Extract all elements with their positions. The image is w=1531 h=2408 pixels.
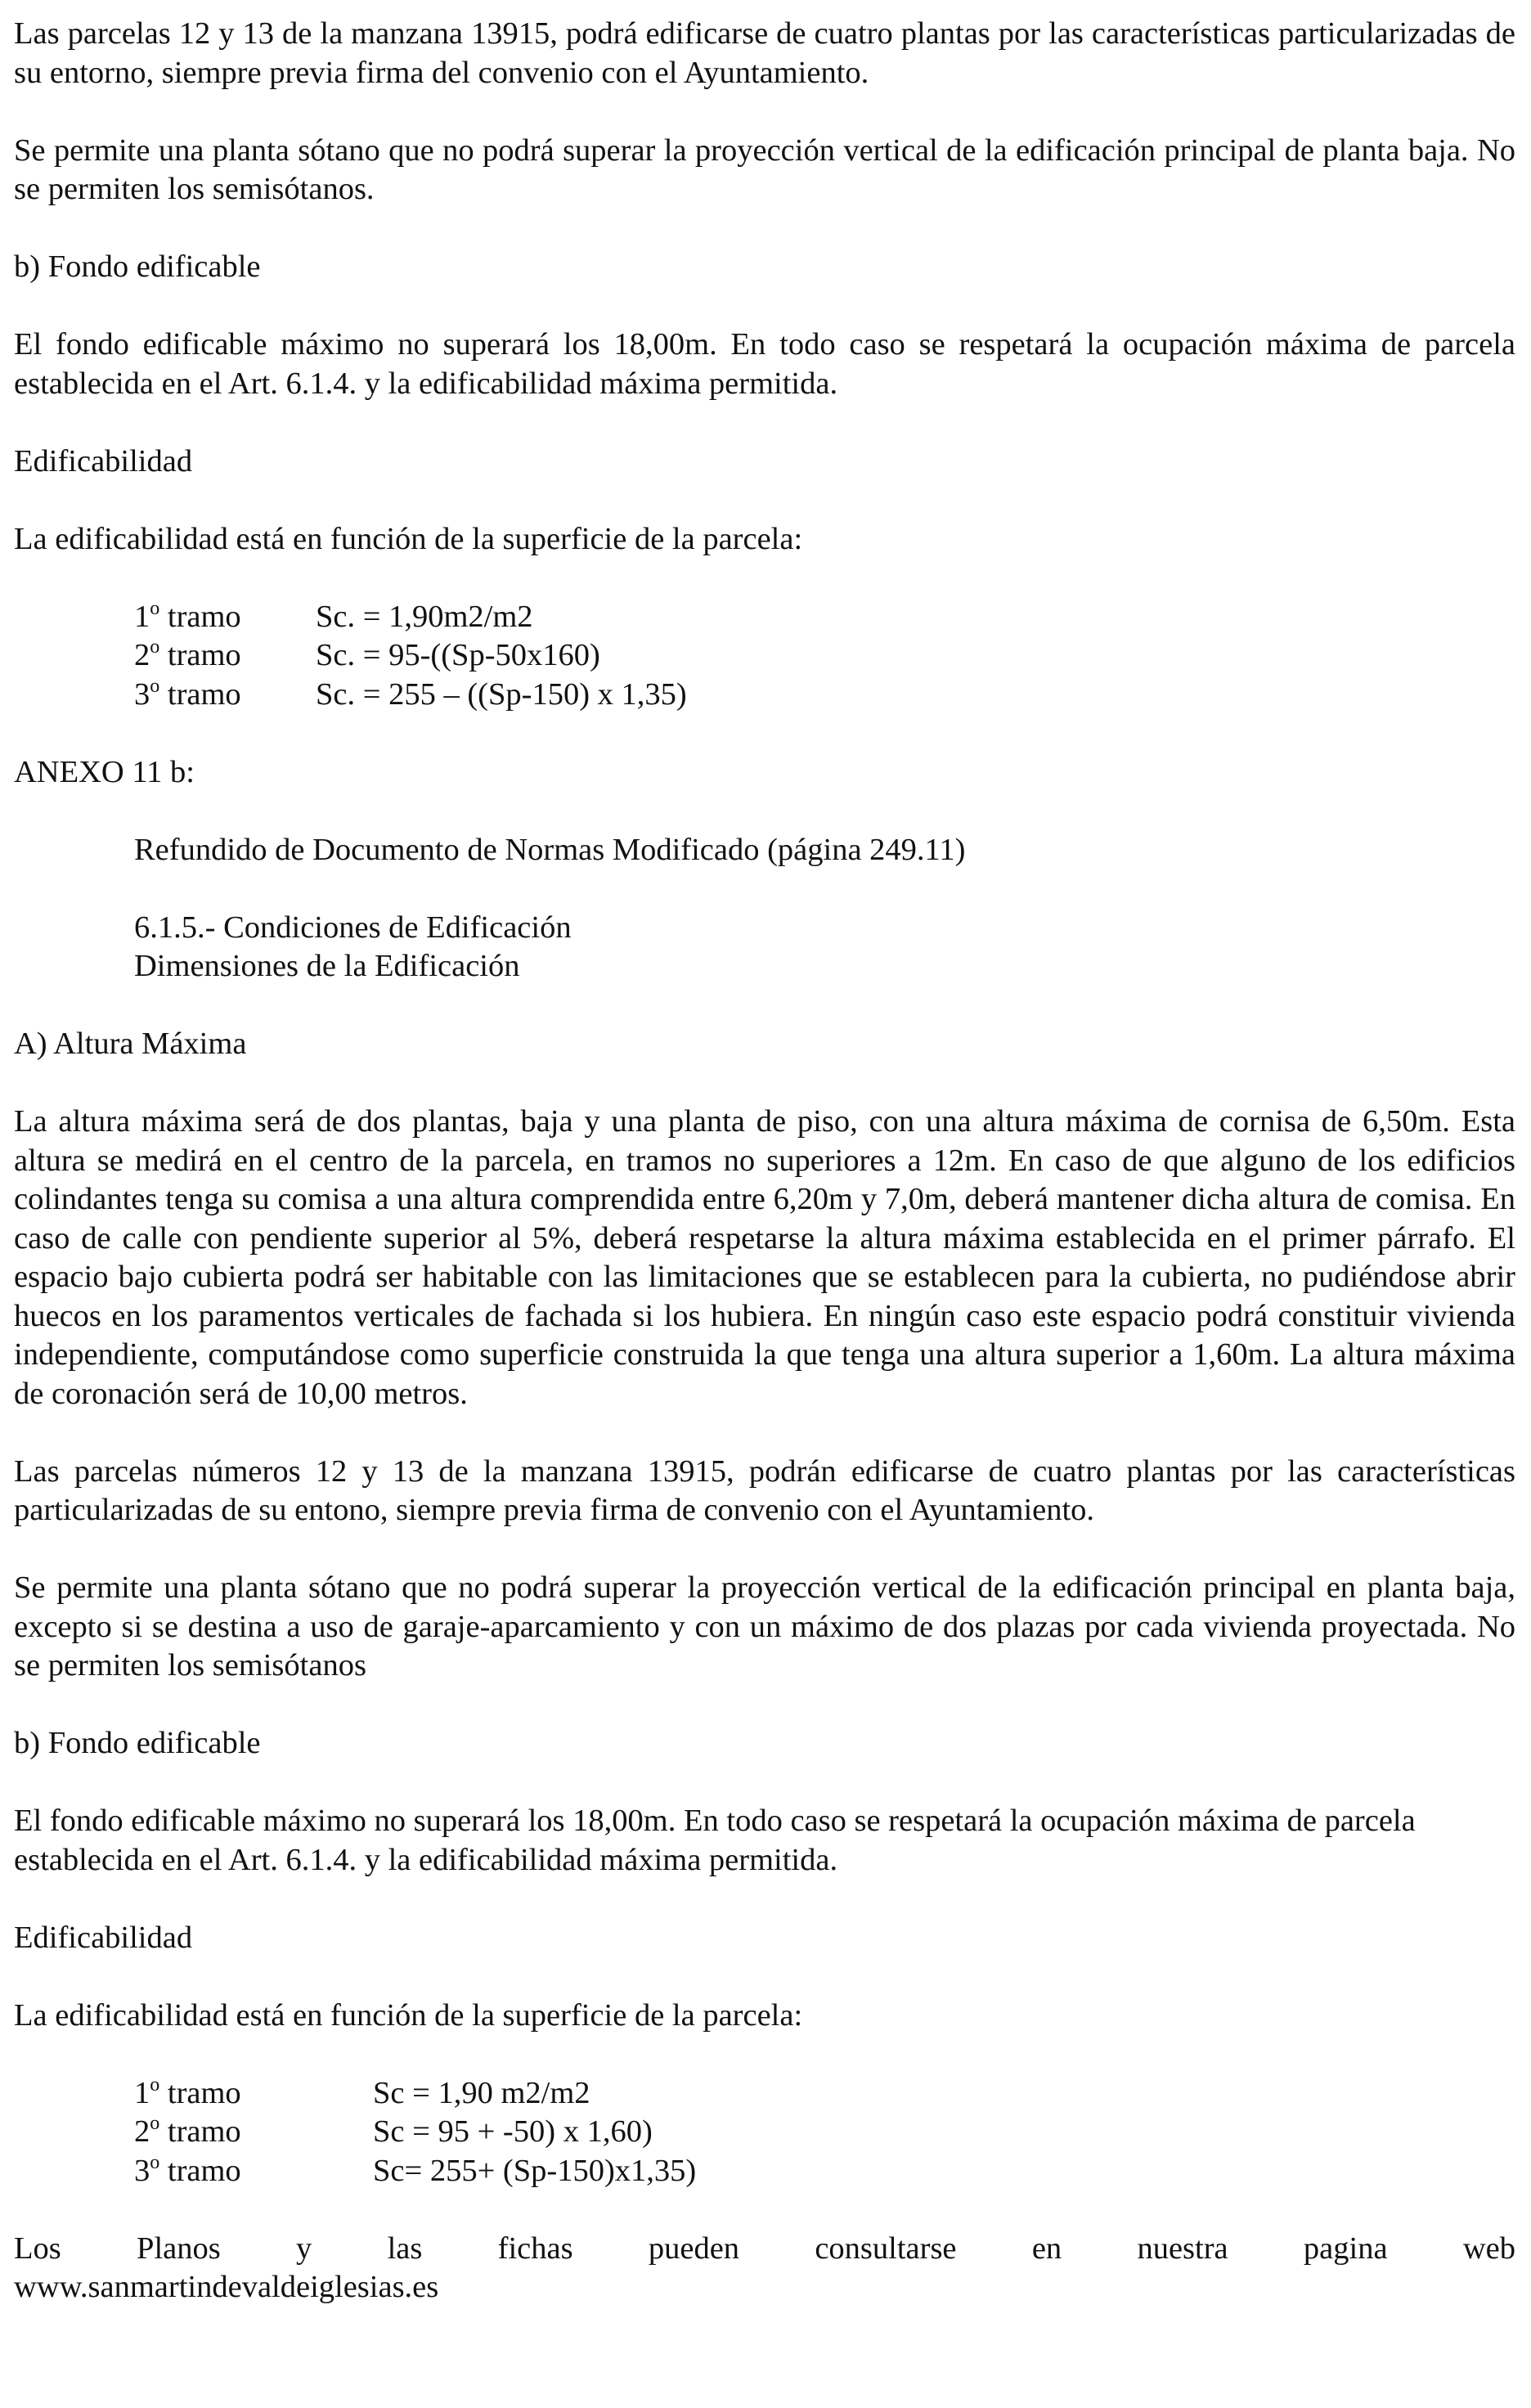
conditions-title: 6.1.5.- Condiciones de Edificación [134, 910, 572, 945]
document-page [14, 15, 1515, 2307]
paragraph: Las parcelas números 12 y 13 de la manzana 13915, podrán edificarse de cuatro plantas por las características particularizadas de su entono, siempre previa firma de convenio con el Ayuntamiento. [14, 1453, 1515, 1527]
annex-heading: ANEXO 11 b: [14, 754, 195, 789]
tramo-row [134, 636, 687, 676]
tramo-row [134, 2152, 696, 2191]
section-heading: b) Fondo edificable [14, 1726, 261, 1760]
section-heading: Edificabilidad [14, 1920, 193, 1955]
section-heading: Edificabilidad [14, 443, 193, 478]
tramo-formula: Sc. = 1,90m2/m2 [316, 599, 533, 634]
paragraph: Las parcelas 12 y 13 de la manzana 13915, podrá edificarse de cuatro plantas por las características particularizadas de su entorno, siempre previa firma del convenio con el Ayuntamiento. [14, 16, 1515, 90]
paragraph: Se permite una planta sótano que no podrá superar la proyección vertical de la edificación principal de planta baja. No se permiten los semisótanos. [14, 133, 1515, 206]
tramo-formula: Sc = 1,90 m2/m2 [373, 2075, 590, 2110]
paragraph: El fondo edificable máximo no superará los 18,00m. En todo caso se respetará la ocupación máxima de parcela establecida en el Art. 6.1.4. y la edificabilidad máxima permitida. [14, 327, 1515, 401]
tramo-formula: Sc. = 95-((Sp-50x160) [316, 638, 600, 672]
tramo-row [134, 676, 687, 715]
tramo-label: 3$^o$ tramo [134, 675, 241, 712]
tramo-label: 1$^o$ tramo [134, 597, 241, 634]
tramo-label: 2$^o$ tramo [134, 2113, 241, 2149]
tramo-formula: Sc = 95 + -50) x 1,60) [373, 2114, 653, 2149]
tramo-row [134, 598, 687, 637]
paragraph: La edificabilidad está en función de la superficie de la parcela: [14, 1997, 803, 2033]
tramo-row [134, 2113, 696, 2152]
refundido-line: Refundido de Documento de Normas Modificado (página 249.11) [134, 832, 966, 867]
tramos-table [134, 2074, 696, 2191]
tramo-formula: Sc. = 255 – ((Sp-150) x 1,35) [316, 676, 687, 712]
paragraph: La altura máxima será de dos plantas, baja y una planta de piso, con una altura máxima de cornisa de 6,50m. Esta altura se medirá en el centro de la parcela, en tramos no superiores a 12m. En caso de que alguno de los edificios colindantes tenga su comisa a una altura comprendida entre 6,20m y 7,0m, deberá mantener dicha altura de comisa. En caso de calle con pendiente superior al 5%, deberá respetarse la altura máxima establecida en el primer párrafo. El espacio bajo cubierta podrá ser habitable con las limitaciones que se establecen para la cubierta, no pudiéndose abrir huecos en los paramentos verticales de fachada si los hubiera. En ningún caso este espacio podrá constituir vivienda independiente, computándose como superficie construida la que tenga una altura superior a 1,60m. La altura máxima de coronación será de 10,00 metros. [14, 1104, 1515, 1411]
tramo-label: 3$^o$ tramo [134, 2151, 241, 2188]
section-heading: A) Altura Máxima [14, 1027, 247, 1061]
tramo-row [134, 2074, 696, 2114]
footer-line: Los Planos y las fichas pueden consultarse en nuestra pagina web [14, 2231, 1515, 2266]
paragraph: El fondo edificable máximo no superará los 18,00m. En todo caso se respetará la ocupación máxima de parcela establecida en el Art. 6.1.4. y la edificabilidad máxima permitida. [14, 1804, 1416, 1877]
tramo-label: 2$^o$ tramo [134, 636, 241, 672]
conditions-subtitle: Dimensiones de la Edificación [134, 949, 520, 983]
paragraph: La edificabilidad está en función de la superficie de la parcela: [14, 521, 803, 556]
tramo-label: 1$^o$ tramo [134, 2073, 241, 2110]
tramo-formula: Sc= 255+ (Sp-150)x1,35) [373, 2153, 697, 2188]
website-link[interactable]: www.sanmartindevaldeiglesias.es [14, 2270, 439, 2304]
paragraph: Se permite una planta sótano que no podrá superar la proyección vertical de la edificación principal en planta baja, excepto si se destina a uso de garaje-aparcamiento y con un máximo de dos plazas por cada vivienda proyectada. No se permiten los semisótanos [14, 1570, 1515, 1682]
tramos-table [134, 598, 687, 715]
section-heading: b) Fondo edificable [14, 249, 261, 284]
